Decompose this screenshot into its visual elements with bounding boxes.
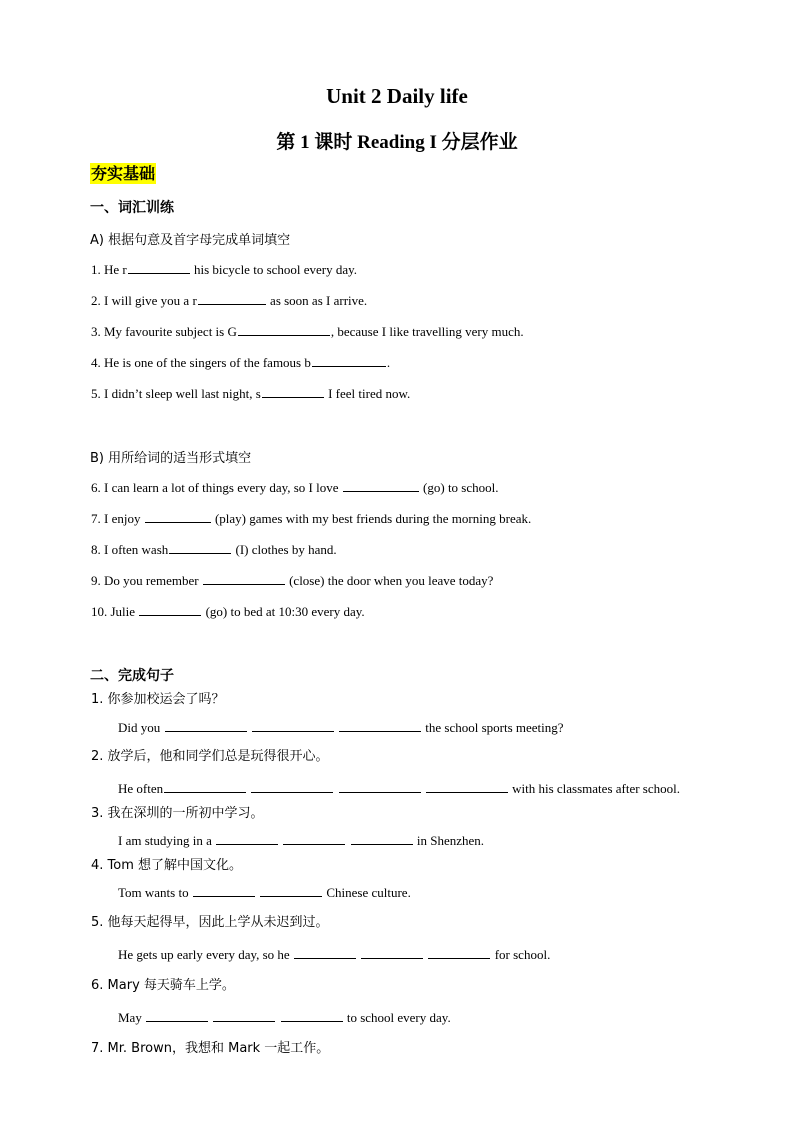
translation-prompt: 2. 放学后，他和同学们总是玩得很开心。 xyxy=(91,749,329,764)
exercise-item: 9. Do you remember (close) the door when you leave today? xyxy=(91,573,494,588)
translation-prompt: 1. 你参加校运会了吗？ xyxy=(91,692,225,707)
page-subtitle: 第 1 课时 Reading I 分层作业 xyxy=(276,132,518,153)
answer-blank[interactable] xyxy=(128,261,190,274)
answer-blank[interactable] xyxy=(260,884,322,897)
translation-item: He gets up early every day, so he for school. xyxy=(118,947,551,962)
answer-blank[interactable] xyxy=(351,832,413,845)
exercise-item: 7. I enjoy (play) games with my best friends during the morning break. xyxy=(91,511,532,526)
translation-item: Did you the school sports meeting? xyxy=(118,720,564,735)
exercise-item: 6. I can learn a lot of things every day, so I love (go) to school. xyxy=(91,480,499,495)
partA-instruction: A) 根据句意及首字母完成单词填空 xyxy=(90,233,291,248)
translation-prompt: 5. 他每天起得早，因此上学从未迟到过。 xyxy=(91,915,329,930)
answer-blank[interactable] xyxy=(343,479,419,492)
answer-blank[interactable] xyxy=(213,1009,275,1022)
answer-blank[interactable] xyxy=(238,323,330,336)
answer-blank[interactable] xyxy=(146,1009,208,1022)
answer-blank[interactable] xyxy=(339,780,421,793)
exercise-item: 10. Julie (go) to bed at 10:30 every day. xyxy=(91,604,365,619)
exercise-item: 3. My favourite subject is G , because I like travelling very much. xyxy=(91,324,524,339)
answer-blank[interactable] xyxy=(361,946,423,959)
answer-blank[interactable] xyxy=(281,1009,343,1022)
translation-prompt: 6. Mary 每天骑车上学。 xyxy=(91,978,235,993)
answer-blank[interactable] xyxy=(252,719,334,732)
translation-item: He often with his classmates after school. xyxy=(118,781,681,796)
page-title: Unit 2 Daily life xyxy=(326,84,468,108)
answer-blank[interactable] xyxy=(262,385,324,398)
answer-blank[interactable] xyxy=(294,946,356,959)
answer-blank[interactable] xyxy=(251,780,333,793)
translation-prompt: 4. Tom 想了解中国文化。 xyxy=(91,858,243,873)
level-banner: 夯实基础 xyxy=(91,164,156,183)
section1-heading: 一、词汇训练 xyxy=(90,200,174,216)
exercise-item: 8. I often wash (I) clothes by hand. xyxy=(91,542,337,557)
translation-prompt: 7. Mr. Brown，我想和 Mark 一起工作。 xyxy=(91,1041,330,1056)
exercise-item: 4. He is one of the singers of the famous b . xyxy=(91,355,391,370)
answer-blank[interactable] xyxy=(165,719,247,732)
exercise-item: 2. I will give you a r as soon as I arrive. xyxy=(91,293,368,308)
answer-blank[interactable] xyxy=(169,541,231,554)
translation-prompt: 3. 我在深圳的一所初中学习。 xyxy=(91,806,264,821)
answer-blank[interactable] xyxy=(203,572,285,585)
answer-blank[interactable] xyxy=(145,510,211,523)
translation-item: May to school every day. xyxy=(118,1010,451,1025)
exercise-item: 1. He r his bicycle to school every day. xyxy=(91,262,358,277)
answer-blank[interactable] xyxy=(312,354,386,367)
translation-item: I am studying in a in Shenzhen. xyxy=(118,833,485,848)
section2-heading: 二、完成句子 xyxy=(90,668,174,684)
answer-blank[interactable] xyxy=(164,780,246,793)
translation-item: Tom wants to Chinese culture. xyxy=(118,885,411,900)
answer-blank[interactable] xyxy=(193,884,255,897)
answer-blank[interactable] xyxy=(283,832,345,845)
answer-blank[interactable] xyxy=(426,780,508,793)
answer-blank[interactable] xyxy=(198,292,266,305)
exercise-item: 5. I didn’t sleep well last night, s I feel tired now. xyxy=(91,386,411,401)
answer-blank[interactable] xyxy=(139,603,201,616)
answer-blank[interactable] xyxy=(428,946,490,959)
answer-blank[interactable] xyxy=(339,719,421,732)
partB-instruction: B) 用所给词的适当形式填空 xyxy=(90,451,252,466)
answer-blank[interactable] xyxy=(216,832,278,845)
